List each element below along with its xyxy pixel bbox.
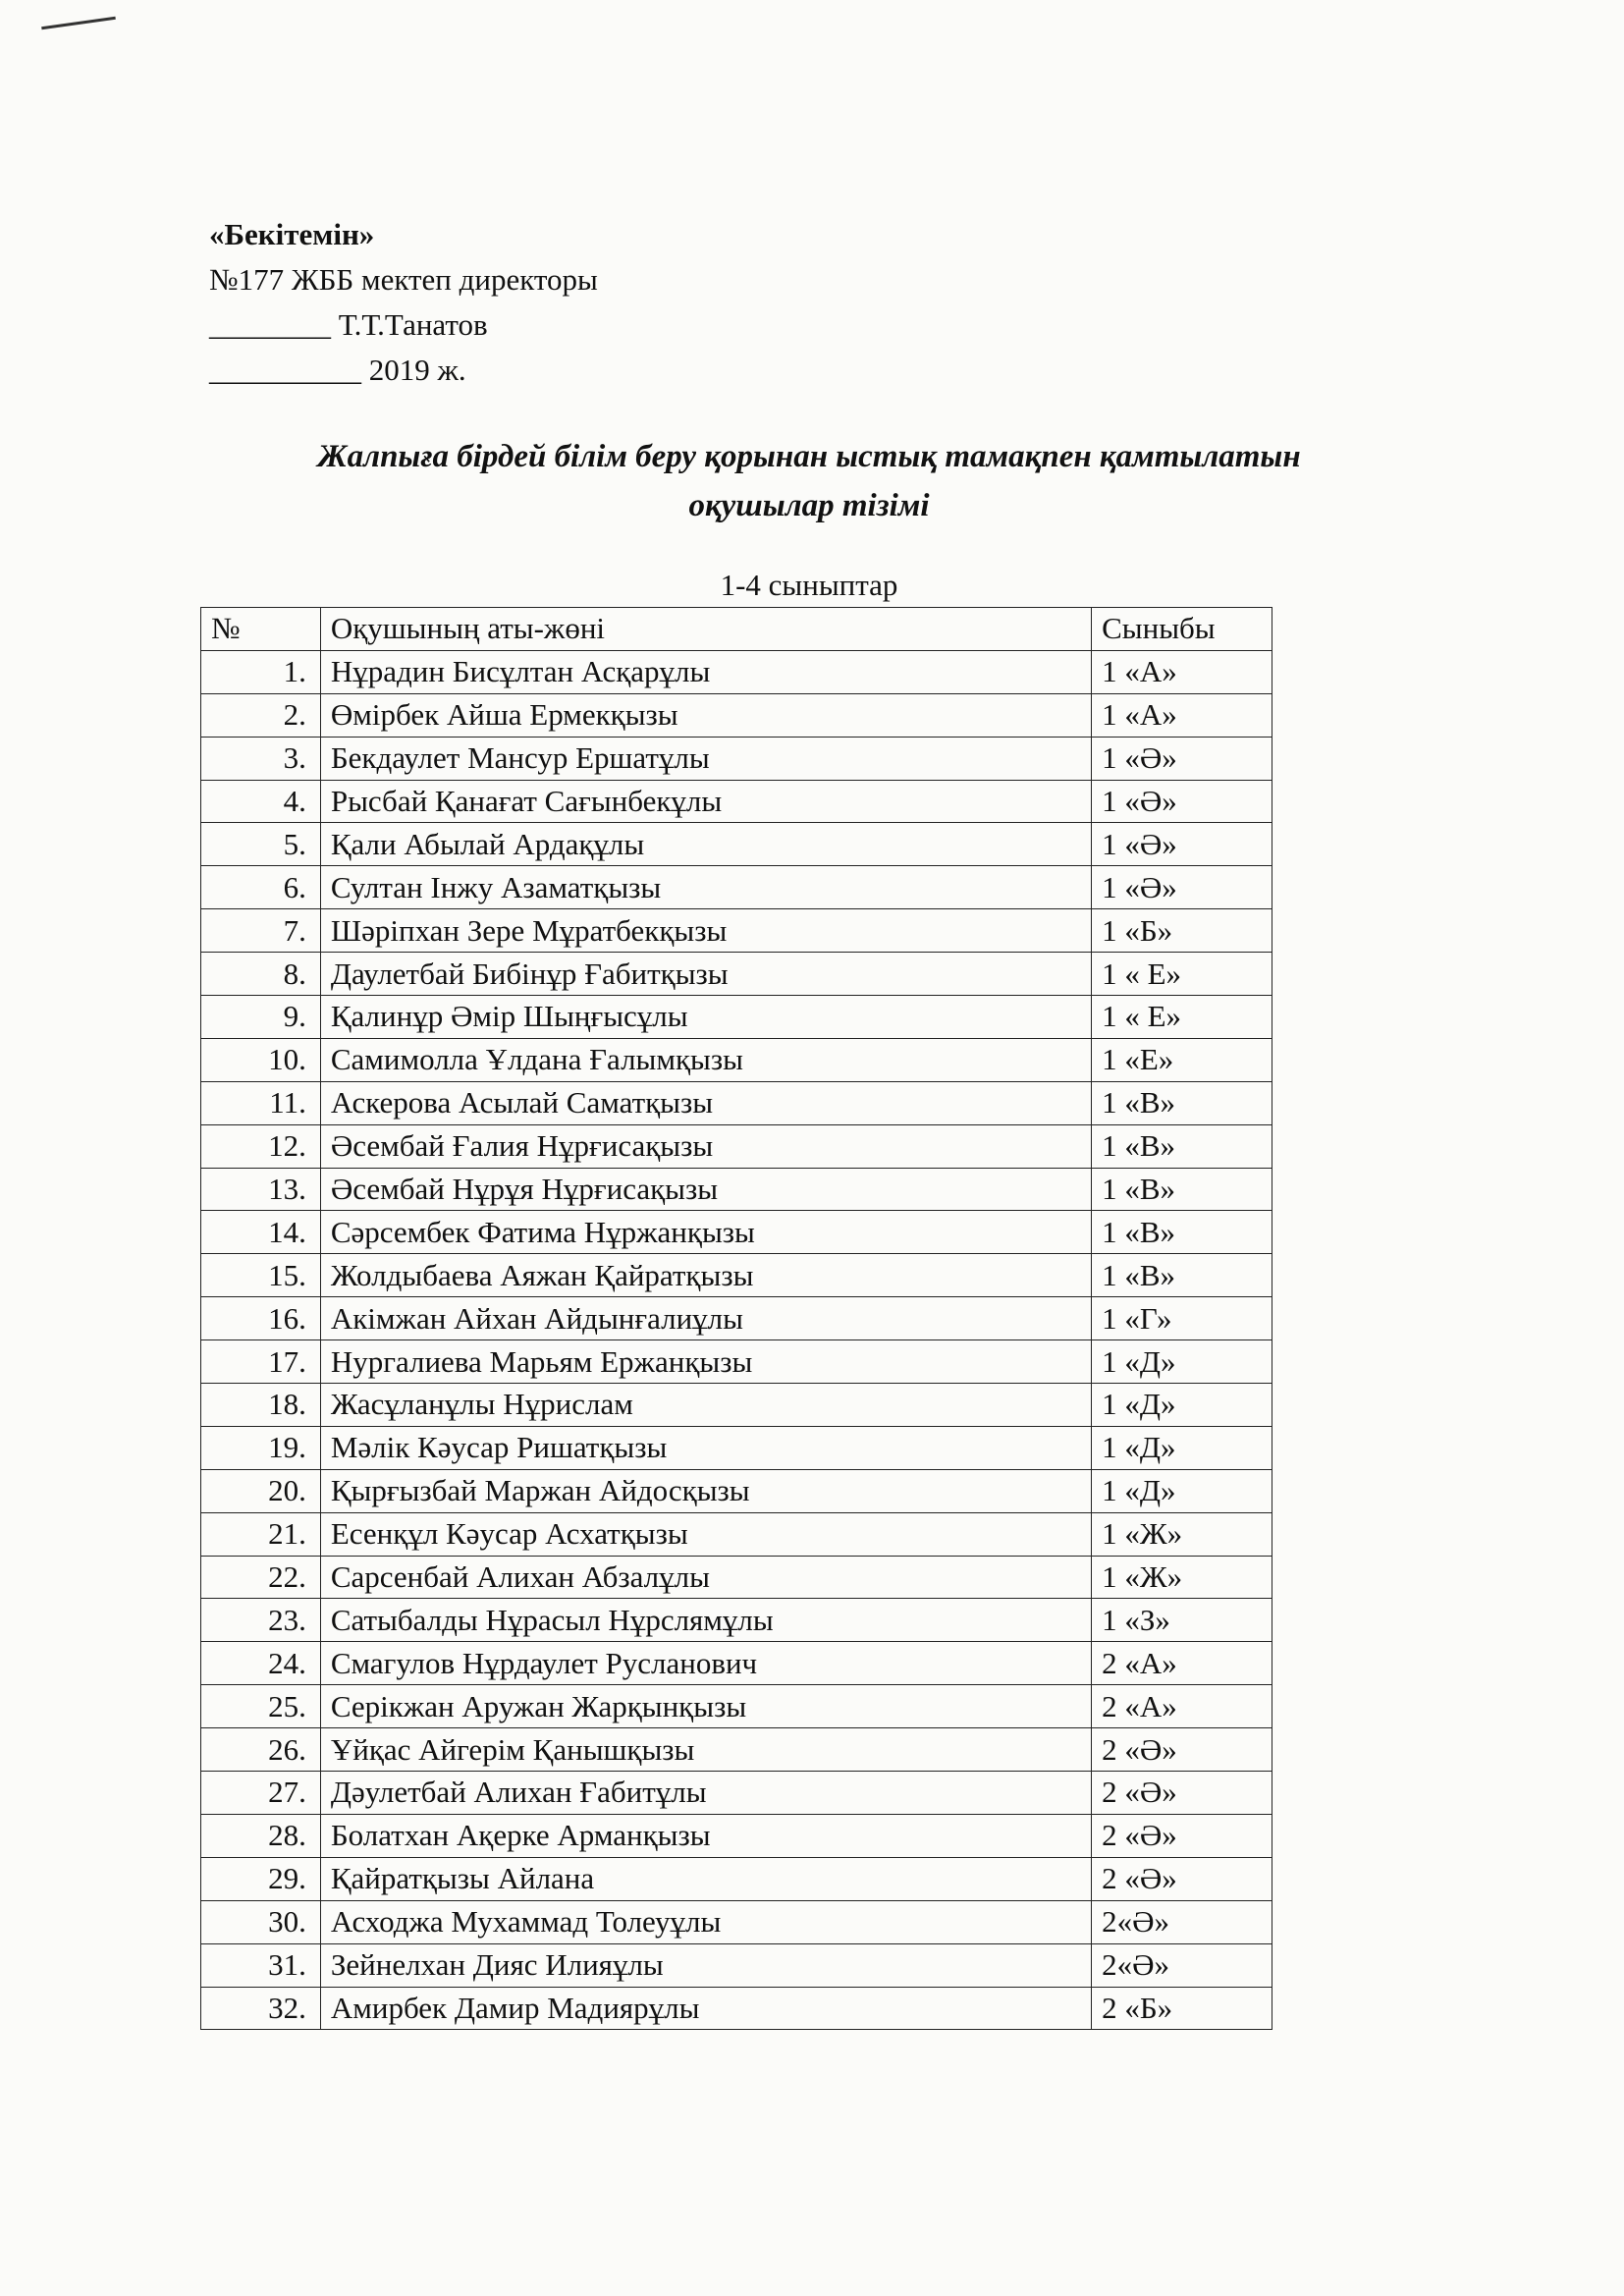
pupil-name: Әсембай Нұрұя Нұрғисақызы: [320, 1168, 1091, 1211]
table-row: [201, 1469, 1272, 1512]
row-number: 5.: [201, 823, 321, 866]
row-number: 23.: [201, 1599, 321, 1642]
row-number: 30.: [201, 1900, 321, 1943]
pupil-name: Зейнелхан Дияс Илияұлы: [320, 1943, 1091, 1987]
pupil-class: 1 « Е»: [1092, 996, 1272, 1039]
table-body: [201, 650, 1272, 2030]
pupil-class: 2«Ә»: [1092, 1943, 1272, 1987]
table-row: [201, 1512, 1272, 1556]
row-number: 4.: [201, 780, 321, 823]
row-number: 3.: [201, 737, 321, 780]
pupil-name: Амирбек Дамир Мадиярұлы: [320, 1987, 1091, 2030]
pupil-name: Даулетбай Бибінұр Ғабитқызы: [320, 953, 1091, 996]
pupil-name: Жасұланұлы Нұрислам: [320, 1384, 1091, 1427]
pupil-class: 2 «Б»: [1092, 1987, 1272, 2030]
pupil-class: 1 « Е»: [1092, 953, 1272, 996]
table-row: [201, 1900, 1272, 1943]
pupil-name: Қали Абылай Ардақұлы: [320, 823, 1091, 866]
pupils-table: [200, 607, 1272, 2030]
pupil-name: Бекдаулет Мансур Ершатұлы: [320, 737, 1091, 780]
pupil-name: Мәлік Кәусар Ришатқызы: [320, 1426, 1091, 1469]
pupil-name: Смагулов Нұрдаулет Русланович: [320, 1642, 1091, 1685]
pupil-class: 1 «В»: [1092, 1211, 1272, 1254]
pupil-name: Аскерова Асылай Саматқызы: [320, 1081, 1091, 1124]
row-number: 22.: [201, 1556, 321, 1599]
table-row: [201, 953, 1272, 996]
pupil-class: 1 «Б»: [1092, 909, 1272, 953]
header-class: Сыныбы: [1092, 608, 1272, 651]
pupil-class: 1 «Ә»: [1092, 823, 1272, 866]
row-number: 28.: [201, 1814, 321, 1857]
table-row: [201, 650, 1272, 693]
row-number: 31.: [201, 1943, 321, 1987]
pupil-name: Рысбай Қанағат Сағынбекұлы: [320, 780, 1091, 823]
row-number: 29.: [201, 1857, 321, 1900]
table-row: [201, 1599, 1272, 1642]
row-number: 18.: [201, 1384, 321, 1427]
pupil-class: 1 «А»: [1092, 650, 1272, 693]
table-row: [201, 1728, 1272, 1772]
table-row: [201, 823, 1272, 866]
pupil-class: 1 «В»: [1092, 1081, 1272, 1124]
title-line-1: Жалпыға бірдей білім беру қорынан ыстық тамақпен қамтылатын: [317, 439, 1301, 474]
table-row: [201, 1772, 1272, 1815]
table-row: [201, 1168, 1272, 1211]
pupil-name: Қайратқызы Айлана: [320, 1857, 1091, 1900]
scan-mark: [41, 17, 116, 30]
pupil-name: Нургалиева Марьям Ержанқызы: [320, 1340, 1091, 1384]
row-number: 9.: [201, 996, 321, 1039]
pupil-name: Ұйқас Айгерім Қанышқызы: [320, 1728, 1091, 1772]
pupil-name: Дәулетбай Алихан Ғабитұлы: [320, 1772, 1091, 1815]
row-number: 20.: [201, 1469, 321, 1512]
pupil-class: 2 «Ә»: [1092, 1857, 1272, 1900]
row-number: 21.: [201, 1512, 321, 1556]
table-row: [201, 909, 1272, 953]
pupil-class: 2 «Ә»: [1092, 1814, 1272, 1857]
pupil-class: 1 «В»: [1092, 1124, 1272, 1168]
row-number: 6.: [201, 866, 321, 909]
pupil-name: Асходжа Мухаммад Толеуұлы: [320, 1900, 1091, 1943]
row-number: 32.: [201, 1987, 321, 2030]
row-number: 1.: [201, 650, 321, 693]
table-row: [201, 1943, 1272, 1987]
table-header-row: [201, 608, 1272, 651]
table-row: [201, 1081, 1272, 1124]
row-number: 11.: [201, 1081, 321, 1124]
row-number: 13.: [201, 1168, 321, 1211]
table-row: [201, 1340, 1272, 1384]
table-row: [201, 866, 1272, 909]
pupil-class: 1 «В»: [1092, 1254, 1272, 1297]
row-number: 14.: [201, 1211, 321, 1254]
pupil-name: Акімжан Айхан Айдынғалиұлы: [320, 1297, 1091, 1340]
row-number: 17.: [201, 1340, 321, 1384]
table-row: [201, 1254, 1272, 1297]
row-number: 26.: [201, 1728, 321, 1772]
pupil-class: 1 «Ә»: [1092, 737, 1272, 780]
grades-subtitle: 1-4 сыныптар: [720, 568, 898, 602]
pupil-name: Сарсенбай Алихан Абзалұлы: [320, 1556, 1091, 1599]
pupil-class: 1 «Д»: [1092, 1384, 1272, 1427]
pupil-class: 1 «Г»: [1092, 1297, 1272, 1340]
row-number: 10.: [201, 1038, 321, 1081]
director-position: №177 ЖББ мектеп директоры: [209, 262, 598, 297]
pupil-class: 1 «З»: [1092, 1599, 1272, 1642]
table-row: [201, 1814, 1272, 1857]
table-row: [201, 737, 1272, 780]
table-row: [201, 1987, 1272, 2030]
header-number: №: [201, 608, 321, 651]
pupil-class: 1 «Ж»: [1092, 1512, 1272, 1556]
pupil-class: 1 «Е»: [1092, 1038, 1272, 1081]
row-number: 8.: [201, 953, 321, 996]
pupil-name: Жолдыбаева Аяжан Қайратқызы: [320, 1254, 1091, 1297]
pupil-name: Сәрсембек Фатима Нұржанқызы: [320, 1211, 1091, 1254]
pupil-name: Әсембай Ғалия Нұрғисақызы: [320, 1124, 1091, 1168]
pupil-name: Самимолла Ұлдана Ғалымқызы: [320, 1038, 1091, 1081]
row-number: 15.: [201, 1254, 321, 1297]
table-row: [201, 1384, 1272, 1427]
signature-line: ________ Т.Т.Танатов: [209, 307, 488, 342]
pupil-class: 2 «А»: [1092, 1685, 1272, 1728]
table-row: [201, 1211, 1272, 1254]
pupil-class: 2 «Ә»: [1092, 1772, 1272, 1815]
table-row: [201, 1642, 1272, 1685]
pupil-class: 2«Ә»: [1092, 1900, 1272, 1943]
approval-heading: «Бекітемін»: [209, 217, 375, 251]
table-row: [201, 1297, 1272, 1340]
pupil-class: 1 «Д»: [1092, 1426, 1272, 1469]
table-row: [201, 1857, 1272, 1900]
pupil-class: 2 «Ә»: [1092, 1728, 1272, 1772]
row-number: 16.: [201, 1297, 321, 1340]
title-line-2: оқушылар тізімі: [688, 488, 930, 523]
row-number: 24.: [201, 1642, 321, 1685]
pupil-name: Султан Інжу Азаматқызы: [320, 866, 1091, 909]
pupil-class: 1 «Д»: [1092, 1469, 1272, 1512]
table-row: [201, 693, 1272, 737]
table-row: [201, 780, 1272, 823]
row-number: 12.: [201, 1124, 321, 1168]
header-name: Оқушының аты-жөні: [320, 608, 1091, 651]
pupil-class: 1 «Ж»: [1092, 1556, 1272, 1599]
document-title: [209, 432, 1409, 530]
pupil-name: Қырғызбай Маржан Айдосқызы: [320, 1469, 1091, 1512]
table-row: [201, 1426, 1272, 1469]
pupil-name: Болатхан Ақерке Арманқызы: [320, 1814, 1091, 1857]
pupil-name: Қалинұр Әмір Шыңғысұлы: [320, 996, 1091, 1039]
approval-block: [209, 212, 598, 393]
pupil-name: Нұрадин Бисұлтан Асқарұлы: [320, 650, 1091, 693]
pupil-class: 1 «А»: [1092, 693, 1272, 737]
table-row: [201, 1685, 1272, 1728]
pupil-class: 1 «В»: [1092, 1168, 1272, 1211]
row-number: 19.: [201, 1426, 321, 1469]
row-number: 25.: [201, 1685, 321, 1728]
pupil-name: Өмірбек Айша Ермекқызы: [320, 693, 1091, 737]
table-row: [201, 1124, 1272, 1168]
row-number: 7.: [201, 909, 321, 953]
table-row: [201, 996, 1272, 1039]
table-row: [201, 1038, 1272, 1081]
row-number: 2.: [201, 693, 321, 737]
pupil-name: Серікжан Аружан Жарқынқызы: [320, 1685, 1091, 1728]
pupil-name: Шәріпхан Зере Мұратбекқызы: [320, 909, 1091, 953]
table-row: [201, 1556, 1272, 1599]
pupil-name: Есенқұл Кәусар Асхатқызы: [320, 1512, 1091, 1556]
pupil-class: 2 «А»: [1092, 1642, 1272, 1685]
pupil-class: 1 «Ә»: [1092, 780, 1272, 823]
row-number: 27.: [201, 1772, 321, 1815]
date-line: __________ 2019 ж.: [209, 353, 466, 387]
pupil-name: Сатыбалды Нұрасыл Нұрслямұлы: [320, 1599, 1091, 1642]
pupil-class: 1 «Ә»: [1092, 866, 1272, 909]
pupil-class: 1 «Д»: [1092, 1340, 1272, 1384]
